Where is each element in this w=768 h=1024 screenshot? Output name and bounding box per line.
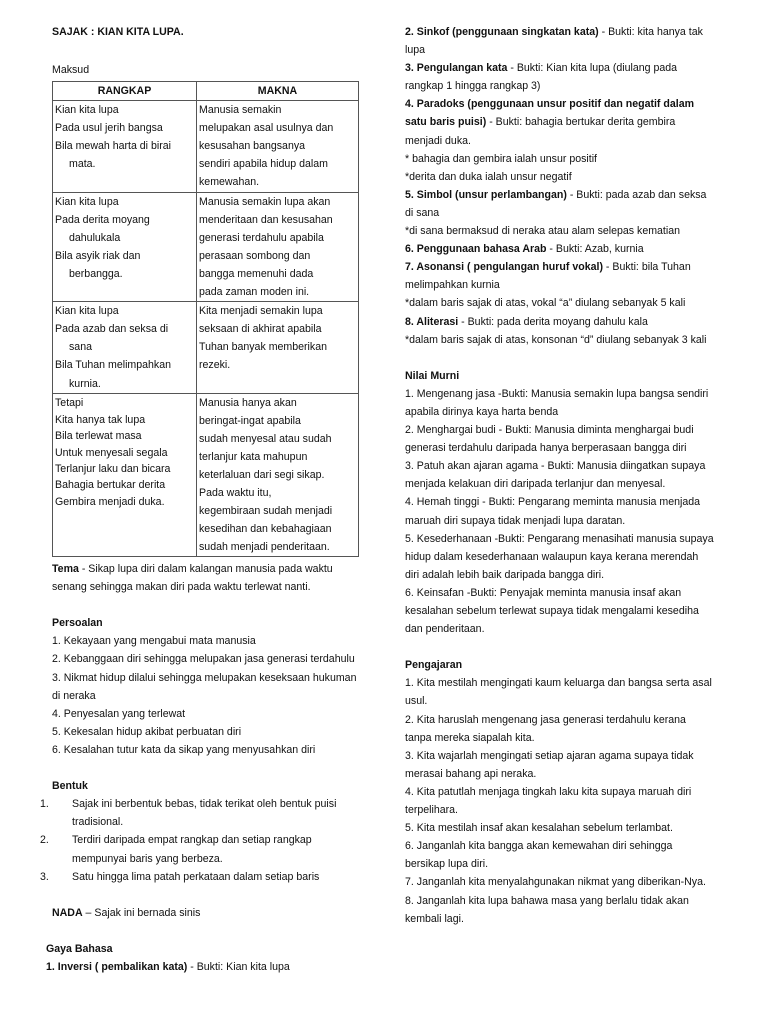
makna-line: terlanjur kata mahupun	[199, 450, 308, 463]
makna-line: Manusia semakin	[199, 104, 282, 117]
pengajaran-item: 1. Kita mestilah mengingati kaum keluarga dan bangsa serta asal usul.	[405, 677, 712, 708]
table-row	[53, 192, 359, 302]
makna-line: perasaan sombong dan	[199, 249, 311, 262]
makna-line: generasi terdahulu apabila	[199, 231, 324, 244]
gaya-bahasa-item	[405, 186, 715, 222]
makna-line: Kita menjadi semakin lupa	[199, 305, 323, 318]
gaya-bahasa-item	[46, 958, 362, 976]
persoalan-list	[52, 632, 362, 759]
bentuk-number: 2.	[40, 834, 49, 847]
left-flow	[40, 560, 362, 976]
gaya-bahasa-text: - Bukti: Kian kita lupa	[187, 961, 290, 974]
makna-line: pada zaman moden ini.	[199, 286, 310, 299]
gaya-bahasa-label: 5. Simbol (unsur perlambangan)	[405, 188, 567, 201]
nilai-murni-item: 6. Keinsafan -Bukti: Penyajak meminta manusia insaf akan kesalahan sebelum terlewat supaya tidak mengalami kesediha dan penderitaan.	[405, 586, 699, 636]
pengajaran-item: 6. Janganlah kita bangga akan kemewahan diri sehingga bersikap lupa diri.	[405, 840, 673, 871]
rangkap-line: Kian kita lupa	[55, 195, 119, 208]
table-body	[53, 101, 359, 557]
makna-line: seksaan di akhirat apabila	[199, 323, 322, 336]
makna-cell	[197, 192, 359, 302]
gaya-bahasa-text: - Bukti: bila Tuhan melimpahkan kurnia	[405, 261, 691, 292]
makna-line: rezeki.	[199, 359, 231, 372]
table-row	[53, 101, 359, 192]
makna-line: Manusia hanya akan	[199, 396, 297, 409]
rangkap-line: Bila Tuhan melimpahkan	[55, 359, 172, 372]
rangkap-line: Bila terlewat masa	[55, 430, 142, 443]
rangkap-cell	[53, 101, 197, 192]
rangkap-line: Tetapi	[55, 396, 84, 409]
maksud-label: Maksud	[52, 64, 90, 76]
makna-cell	[197, 393, 359, 557]
bentuk-text: Terdiri daripada empat rangkap dan setiap rangkap mempunyai baris yang berbeza.	[72, 834, 312, 865]
gaya-bahasa-text: - Bukti: kita hanya tak lupa	[405, 26, 703, 57]
makna-line: menderitaan dan kesusahan	[199, 213, 333, 226]
persoalan-item: 4. Penyesalan yang terlewat	[52, 707, 186, 720]
persoalan-item: 2. Kebanggaan diri sehingga melupakan jasa generasi terdahulu	[52, 653, 355, 666]
pengajaran-item: 7. Janganlah kita menyalahgunakan nikmat yang diberikan-Nya.	[405, 876, 706, 889]
bentuk-number: 1.	[40, 798, 49, 811]
table-header-rangkap: RANGKAP	[53, 82, 197, 101]
bentuk-text: Sajak ini berbentuk bebas, tidak terikat oleh bentuk puisi tradisional.	[72, 798, 337, 829]
makna-line: kesusahan bangsanya	[199, 140, 306, 153]
makna-line: Tuhan banyak memberikan	[199, 341, 327, 354]
rangkap-line: berbangga.	[69, 267, 123, 280]
rangkap-line: Pada azab dan seksa di	[55, 323, 169, 336]
makna-line: kegembiraan sudah menjadi	[199, 505, 333, 518]
nada-label: NADA	[52, 906, 83, 919]
rangkap-line: Untuk menyesali segala	[55, 446, 168, 459]
nilai-murni-heading: Nilai Murni	[405, 369, 460, 382]
pengajaran-heading: Pengajaran	[405, 659, 463, 672]
makna-line: Manusia semakin lupa akan	[199, 195, 331, 208]
gaya-bahasa-text: - Bukti: pada derita moyang dahulu kala	[458, 315, 648, 328]
makna-line: kesedihan dan kebahagiaan	[199, 523, 332, 536]
gaya-bahasa-item	[405, 313, 715, 331]
persoalan-item: 1. Kekayaan yang mengabui mata manusia	[52, 635, 256, 648]
bentuk-text: Satu hingga lima patah perkataan dalam setiap baris	[72, 870, 320, 883]
persoalan-item: 6. Kesalahan tutur kata da sikap yang menyusahkan diri	[52, 743, 316, 756]
gaya-bahasa-text: - Bukti: Kian kita lupa (diulang pada rangkap 1 hingga rangkap 3)	[405, 62, 678, 93]
nada-section	[52, 904, 362, 922]
gaya-bahasa-note: *di sana bermaksud di neraka atau alam selepas kematian	[405, 225, 681, 238]
pengajaran-item: 3. Kita wajarlah mengingati setiap ajaran agama supaya tidak merasai bahang api neraka.	[405, 749, 694, 780]
gaya-bahasa-text: - Bukti: pada azab dan seksa di sana	[405, 188, 707, 219]
rangkap-line: Pada derita moyang	[55, 213, 150, 226]
persoalan-item: 5. Kekesalan hidup akibat perbuatan diri	[52, 725, 242, 738]
gaya-bahasa-note: *dalam baris sajak di atas, vokal “a” diulang sebanyak 5 kali	[405, 297, 686, 310]
pengajaran-item: 8. Janganlah kita lupa bahawa masa yang berlalu tidak akan kembali lagi.	[405, 894, 689, 925]
rangkap-line: mata.	[69, 158, 96, 171]
table-header-makna: MAKNA	[197, 82, 359, 101]
makna-line: Pada waktu itu,	[199, 487, 272, 500]
tema-section	[52, 560, 362, 596]
gaya-bahasa-label: 1. Inversi ( pembalikan kata)	[46, 961, 188, 974]
gaya-bahasa-item	[405, 95, 715, 149]
makna-line: kemewahan.	[199, 176, 260, 189]
rangkap-cell	[53, 192, 197, 302]
rangkap-line: Kian kita lupa	[55, 104, 119, 117]
makna-line: sudah menjadi penderitaan.	[199, 541, 330, 554]
rangkap-line: Pada usul jerih bangsa	[55, 122, 163, 135]
gaya-bahasa-label: 4. Paradoks (penggunaan unsur positif dan negatif dalam satu baris puisi)	[405, 98, 695, 129]
gaya-bahasa-item	[405, 240, 715, 258]
gaya-bahasa-label: 6. Penggunaan bahasa Arab	[405, 243, 547, 256]
tema-text: - Sikap lupa diri dalam kalangan manusia pada waktu senang sehingga makan diri pada waktu terlewat nanti.	[52, 563, 333, 594]
pengajaran-item: 5. Kita mestilah insaf akan kesalahan sebelum terlambat.	[405, 822, 673, 835]
nilai-murni-item: 1. Mengenang jasa -Bukti: Manusia semakin lupa bangsa sendiri apabila dirinya kaya harta benda	[405, 387, 709, 418]
persoalan-item: 3. Nikmat hidup dilalui sehingga melupakan keseksaan hukuman di neraka	[52, 671, 357, 702]
table-row	[53, 302, 359, 393]
bentuk-number: 3.	[40, 870, 49, 883]
gaya-bahasa-text: - Bukti: Azab, kurnia	[546, 243, 644, 256]
rangkap-line: Bahagia bertukar derita	[55, 479, 166, 492]
gaya-bahasa-label: 8. Aliterasi	[405, 315, 459, 328]
rangkap-line: Gembira menjadi duka.	[55, 495, 165, 508]
nilai-murni-item: 5. Kesederhanaan -Bukti: Pengarang menasihati manusia supaya hidup dalam kesederhanaan walaupun kaya kerana merendah diri adalah lebih baik daripada bangga diri.	[405, 532, 714, 581]
table-row	[53, 393, 359, 557]
tema-label: Tema	[52, 563, 79, 575]
gaya-bahasa-note: *derita dan duka ialah unsur negatif	[405, 170, 572, 183]
rangkap-cell	[53, 302, 197, 393]
page-title: SAJAK : KIAN KITA LUPA.	[52, 26, 184, 38]
makna-line: sudah menyesal atau sudah	[199, 432, 332, 445]
makna-cell	[197, 302, 359, 393]
bentuk-list	[40, 795, 362, 885]
gaya-bahasa-label: 3. Pengulangan kata	[405, 62, 508, 75]
rangkap-line: Terlanjur laku dan bicara	[55, 462, 171, 475]
nilai-murni-item: 3. Patuh akan ajaran agama - Bukti: Manusia diingatkan supaya menjada kelakuan diri daripada terlanjur dan menyesal.	[405, 460, 706, 491]
rangkap-line: sana	[69, 341, 92, 354]
gaya-bahasa-label: 7. Asonansi ( pengulangan huruf vokal)	[405, 261, 603, 274]
bentuk-item	[40, 795, 362, 831]
makna-line: bangga memenuhi dada	[199, 267, 314, 280]
nilai-murni-list	[405, 385, 715, 638]
gaya-bahasa-note: *dalam baris sajak di atas, konsonan “d” diulang sebanyak 3 kali	[405, 333, 707, 346]
makna-line: melupakan asal usulnya dan	[199, 122, 334, 135]
rangkap-line: Bila asyik riak dan	[55, 249, 141, 262]
rangkap-line: Bila mewah harta di birai	[55, 140, 171, 153]
pengajaran-item: 2. Kita haruslah mengenang jasa generasi terdahulu kerana tanpa mereka siapalah kita.	[405, 713, 686, 744]
bentuk-item	[40, 868, 362, 886]
right-flow	[405, 23, 715, 928]
nilai-murni-item: 4. Hemah tinggi - Bukti: Pengarang meminta manusia menjada maruah diri supaya tidak menjadi lupa daratan.	[405, 496, 701, 527]
nada-text: – Sajak ini bernada sinis	[82, 906, 201, 919]
gaya-bahasa-list	[405, 23, 715, 349]
makna-line: beringat-ingat apabila	[199, 414, 301, 427]
rangkap-makna-table	[52, 81, 359, 557]
bentuk-heading: Bentuk	[52, 780, 88, 793]
gaya-bahasa-item	[405, 59, 715, 95]
rangkap-line: kurnia.	[69, 377, 101, 390]
rangkap-line: Kita hanya tak lupa	[55, 413, 146, 426]
rangkap-cell	[53, 393, 197, 557]
gaya-bahasa-note: * bahagia dan gembira ialah unsur positif	[405, 152, 597, 165]
makna-line: keterlaluan dari segi sikap.	[199, 468, 325, 481]
rangkap-line: dahulukala	[69, 231, 121, 244]
gaya-bahasa-heading: Gaya Bahasa	[46, 942, 113, 955]
makna-line: sendiri apabila hidup dalam	[199, 158, 328, 171]
makna-cell	[197, 101, 359, 192]
rangkap-line: Kian kita lupa	[55, 305, 119, 318]
gaya-bahasa-text: - Bukti: bahagia bertukar derita gembira menjadi duka.	[405, 116, 676, 147]
pengajaran-item: 4. Kita patutlah menjaga tingkah laku kita supaya maruah diri terpelihara.	[405, 785, 692, 817]
gaya-bahasa-item	[405, 258, 715, 294]
nilai-murni-item: 2. Menghargai budi - Bukti: Manusia diminta menghargai budi generasi terdahulu daripada hanya berperasaan bangga diri	[405, 424, 694, 455]
gaya-bahasa-label: 2. Sinkof (penggunaan singkatan kata)	[405, 26, 599, 38]
persoalan-heading: Persoalan	[52, 617, 103, 630]
pengajaran-list	[405, 674, 715, 927]
gaya-bahasa-item	[405, 23, 715, 59]
bentuk-item	[40, 831, 362, 867]
